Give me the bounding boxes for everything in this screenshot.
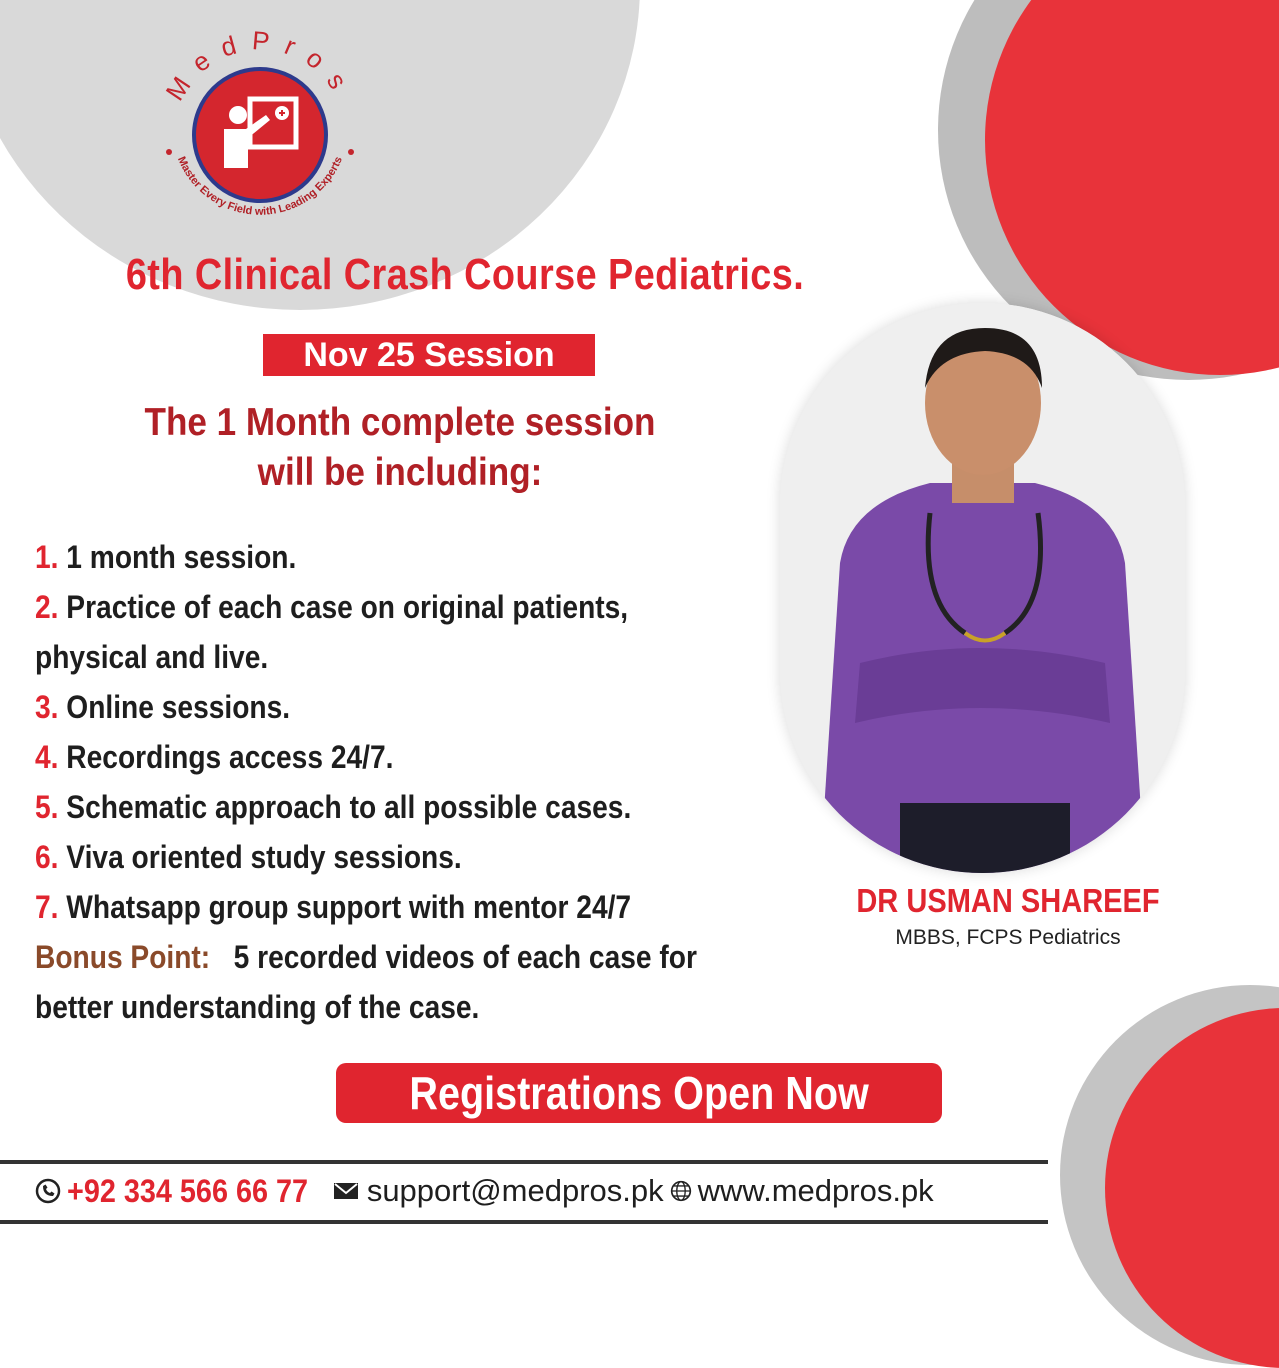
list-item-text: Online sessions.	[66, 689, 291, 725]
list-item	[35, 582, 739, 632]
logo-brand-text: MedPros	[159, 25, 361, 107]
teacher-board-icon	[196, 71, 324, 199]
contact-footer	[35, 1166, 1045, 1216]
registration-banner[interactable]	[336, 1063, 942, 1123]
list-item	[35, 682, 739, 732]
list-item-continuation	[35, 632, 739, 682]
list-item-text: Whatsapp group support with mentor 24/7	[66, 889, 632, 925]
list-item-number: 3.	[35, 689, 59, 725]
list-item-text: Schematic approach to all possible cases.	[66, 789, 632, 825]
list-item	[35, 882, 739, 932]
list-item-text: physical and live.	[35, 639, 269, 675]
mail-icon	[331, 1178, 361, 1204]
doctor-portrait-illustration	[780, 303, 1185, 873]
bonus-label: Bonus Point:	[35, 939, 211, 975]
course-subtitle	[94, 398, 706, 498]
bonus-text-2: better understanding of the case.	[35, 989, 480, 1025]
list-item-number: 4.	[35, 739, 59, 775]
list-item-text: 1 month session.	[66, 539, 297, 575]
list-item-text: Recordings access 24/7.	[66, 739, 394, 775]
phone-number[interactable]: +92 334 566 66 77	[67, 1172, 309, 1209]
list-item	[35, 732, 739, 782]
registration-text: Registrations Open Now	[409, 1067, 869, 1119]
globe-icon	[670, 1180, 692, 1202]
course-title: 6th Clinical Crash Course Pediatrics.	[125, 250, 805, 299]
doctor-photo	[780, 303, 1185, 873]
list-item-number: 5.	[35, 789, 59, 825]
session-badge: Nov 25 Session	[263, 334, 595, 376]
doctor-credentials: MBBS, FCPS Pediatrics	[895, 926, 1121, 949]
list-item	[35, 532, 739, 582]
list-item	[35, 832, 739, 882]
logo-emblem	[192, 67, 328, 203]
list-item-text: Viva oriented study sessions.	[66, 839, 462, 875]
bonus-point	[35, 932, 739, 982]
subtitle-line-2: will be including:	[257, 451, 543, 494]
bonus-point-continuation	[35, 982, 739, 1032]
medpros-logo	[145, 20, 375, 250]
logo-tagline-text: Master Every Field with Leading Experts	[175, 154, 345, 218]
subtitle-line-1: The 1 Month complete session	[144, 401, 656, 444]
list-item-number: 7.	[35, 889, 59, 925]
doctor-name: DR USMAN SHAREEF	[856, 882, 1160, 919]
bonus-text: 5 recorded videos of each case for	[233, 939, 697, 975]
footer-divider-bottom	[0, 1220, 1048, 1224]
list-item-number: 6.	[35, 839, 59, 875]
email-link[interactable]: support@medpros.pk	[366, 1173, 664, 1208]
list-item-number: 1.	[35, 539, 59, 575]
phone-icon	[35, 1178, 61, 1204]
list-item	[35, 782, 739, 832]
website-link[interactable]: www.medpros.pk	[697, 1173, 934, 1208]
footer-divider-top	[0, 1160, 1048, 1164]
list-item-number: 2.	[35, 589, 59, 625]
list-item-text: Practice of each case on original patients,	[66, 589, 629, 625]
feature-list	[35, 532, 739, 1032]
